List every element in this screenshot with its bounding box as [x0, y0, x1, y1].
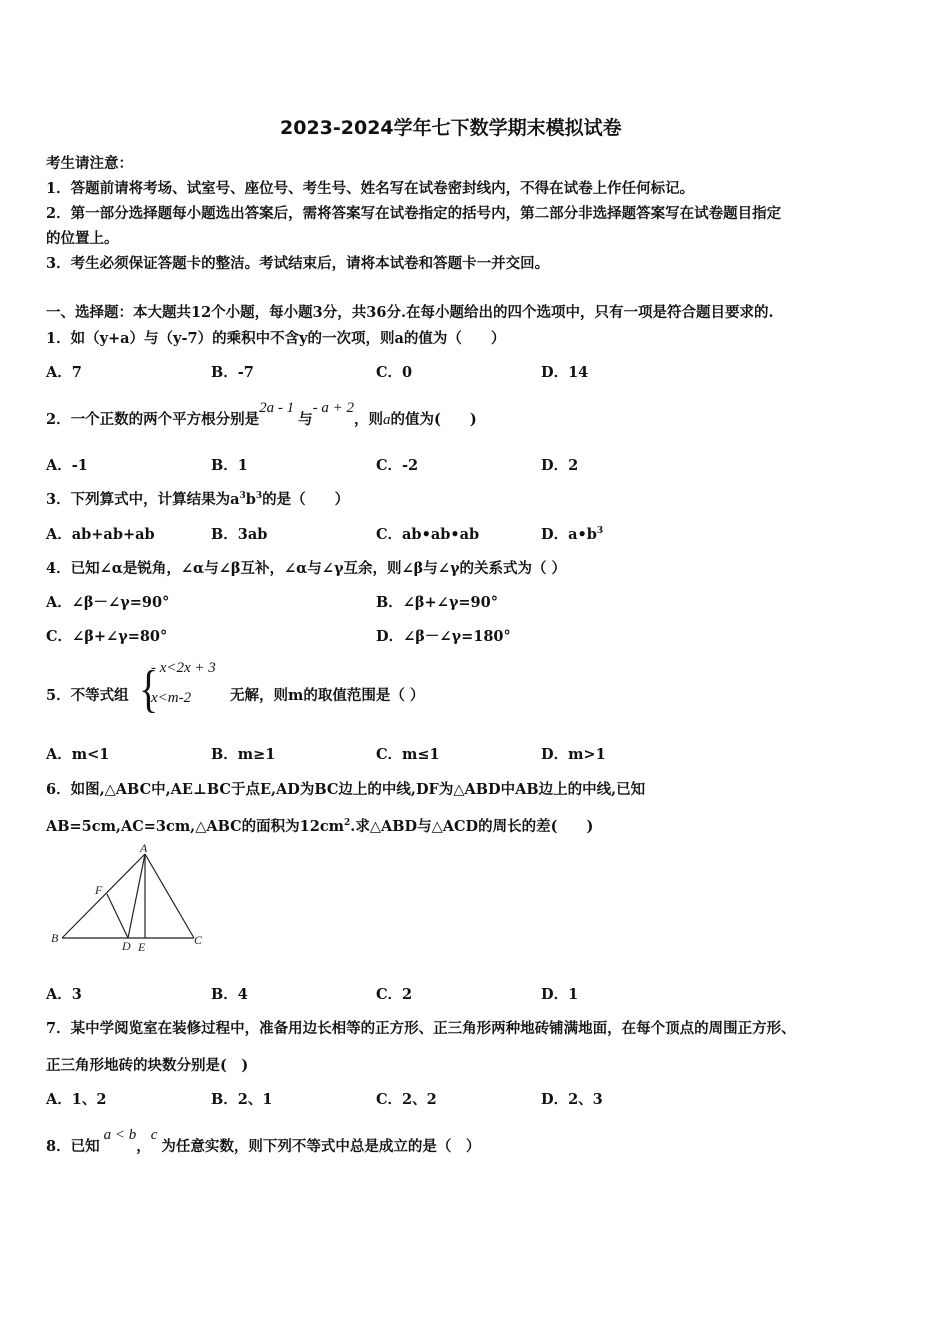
- q2-text-mid: 与: [298, 411, 313, 428]
- q1-option-b: B．-7: [211, 364, 254, 381]
- q2-variable: a: [382, 412, 391, 428]
- question-6-line-2: [46, 815, 593, 836]
- q4-option-b: B．∠β+∠γ=90°: [376, 594, 498, 611]
- question-3-stem: [46, 488, 349, 509]
- q8-expr-1: a < b: [103, 1127, 137, 1143]
- triangle-figure: [44, 842, 214, 957]
- q7-option-d: D．2、3: [541, 1091, 603, 1108]
- q2-expr-1: 2a - 1: [259, 400, 295, 416]
- q2-option-a: A．-1: [46, 457, 88, 474]
- q3-option-b: B．3ab: [211, 526, 268, 543]
- segment-df: [107, 894, 128, 938]
- q5-text-pre: 5．不等式组: [46, 687, 129, 704]
- q1-option-c: C．0: [376, 364, 413, 381]
- q8-expr-2: c: [150, 1127, 158, 1143]
- q6-option-c: C．2: [376, 986, 413, 1003]
- label-a: A: [140, 842, 148, 855]
- q2-text-post-b: 的值为( ): [390, 411, 477, 428]
- q2-option-b: B．1: [211, 457, 248, 474]
- q3-text-mid: b: [245, 491, 256, 508]
- label-c: C: [194, 933, 203, 947]
- question-6-line-1: 6．如图,△ABC中,AE⊥BC于点E,AD为BC边上的中线,DF为△ABD中AB边上的中线,已知: [46, 781, 646, 798]
- q3-text-pre: 3．下列算式中，计算结果为a: [46, 491, 240, 508]
- q3-text-post: 的是（ ）: [262, 491, 350, 508]
- q7-option-b: B．2、1: [211, 1091, 273, 1108]
- label-b: B: [51, 931, 59, 945]
- question-2-stem: [46, 400, 477, 429]
- question-8-stem: [46, 1127, 481, 1156]
- q8-text-post: 为任意实数，则下列不等式中总是成立的是（ ）: [161, 1138, 481, 1155]
- q5-option-b: B．m≥1: [211, 746, 276, 763]
- q5-option-c: C．m≤1: [376, 746, 440, 763]
- q2-text-post-a: ，则: [353, 411, 383, 428]
- q2-expr-2: - a + 2: [312, 400, 354, 416]
- q7-option-c: C．2、2: [376, 1091, 437, 1108]
- label-f: F: [95, 883, 103, 897]
- q5-text-post: 无解，则m的取值范围是（ ）: [230, 687, 425, 704]
- q6-line-2-sup: 2: [344, 818, 351, 828]
- q6-option-b: B．4: [211, 986, 248, 1003]
- q2-option-c: C．-2: [376, 457, 419, 474]
- segment-ad: [128, 854, 145, 938]
- notice-item-2-line-2: 的位置上。: [46, 230, 119, 247]
- q3-sup-1: 3: [239, 491, 246, 501]
- q2-option-d: D．2: [541, 457, 579, 474]
- q6-option-d: D．1: [541, 986, 579, 1003]
- q8-comma: ，: [136, 1138, 151, 1155]
- q5-option-a: A．m<1: [46, 746, 110, 763]
- q4-option-c: C．∠β+∠γ=80°: [46, 628, 168, 645]
- question-4-stem: 4．已知∠α是锐角，∠α与∠β互补，∠α与∠γ互余，则∠β与∠γ的关系式为（ ）: [46, 560, 567, 577]
- q5-brace: {: [139, 659, 159, 718]
- section-heading: 一、选择题：本大题共12个小题，每小题3分，共36分.在每小题给出的四个选项中，只有一项是符合题目要求的.: [46, 304, 774, 321]
- q4-option-d: D．∠β－∠γ=180°: [376, 628, 511, 645]
- notice-item-3: 3．考生必须保证答题卡的整洁。考试结束后，请将本试卷和答题卡一并交回。: [46, 255, 550, 272]
- q3-option-a: A．ab+ab+ab: [46, 526, 155, 543]
- q3-option-d-text: D．a•b: [541, 526, 597, 543]
- question-7-line-2: 正三角形地砖的块数分别是( ): [46, 1057, 249, 1074]
- q6-line-2-post: .求△ABD与△ACD的周长的差( ): [350, 818, 594, 835]
- notice-item-2-line-1: 2．第一部分选择题每小题选出答案后，需将答案写在试卷指定的括号内，第二部分非选择题答案写在试卷题目指定: [46, 205, 782, 222]
- q3-option-c: C．ab•ab•ab: [376, 526, 480, 543]
- notice-item-1: 1．答题前请将考场、试室号、座位号、考生号、姓名写在试卷密封线内，不得在试卷上作任何标记。: [46, 180, 695, 197]
- page-title: 2023-2024学年七下数学期末模拟试卷: [280, 117, 622, 139]
- q4-option-a: A．∠β－∠γ=90°: [46, 594, 170, 611]
- segment-ac: [145, 854, 194, 938]
- q3-sup-2: 3: [255, 491, 263, 501]
- label-d: D: [122, 939, 131, 953]
- q6-line-2-pre: AB=5cm,AC=3cm,△ABC的面积为12cm: [46, 818, 345, 835]
- q3-option-d-sup: 3: [596, 526, 604, 536]
- q5-inequality-1: - x<2x + 3: [151, 660, 216, 676]
- question-1-stem: 1．如（y+a）与（y-7）的乘积中不含y的一次项，则a的值为（ ）: [46, 330, 506, 347]
- segment-ab: [62, 854, 145, 938]
- label-e: E: [138, 940, 146, 954]
- notice-heading: 考生请注意：: [46, 155, 133, 172]
- q2-text-pre: 2．一个正数的两个平方根分别是: [46, 411, 260, 428]
- q5-inequality-2: x<m-2: [151, 690, 192, 706]
- q7-option-a: A．1、2: [46, 1091, 107, 1108]
- q5-option-d: D．m>1: [541, 746, 606, 763]
- question-7-line-1: 7．某中学阅览室在装修过程中，准备用边长相等的正方形、正三角形两种地砖铺满地面，在每个顶点的周围正方形、: [46, 1020, 796, 1037]
- q6-option-a: A．3: [46, 986, 82, 1003]
- q8-text-pre: 8．已知: [46, 1138, 100, 1155]
- q1-option-a: A．7: [46, 364, 82, 381]
- q1-option-d: D．14: [541, 364, 589, 381]
- q3-option-d: [541, 523, 603, 544]
